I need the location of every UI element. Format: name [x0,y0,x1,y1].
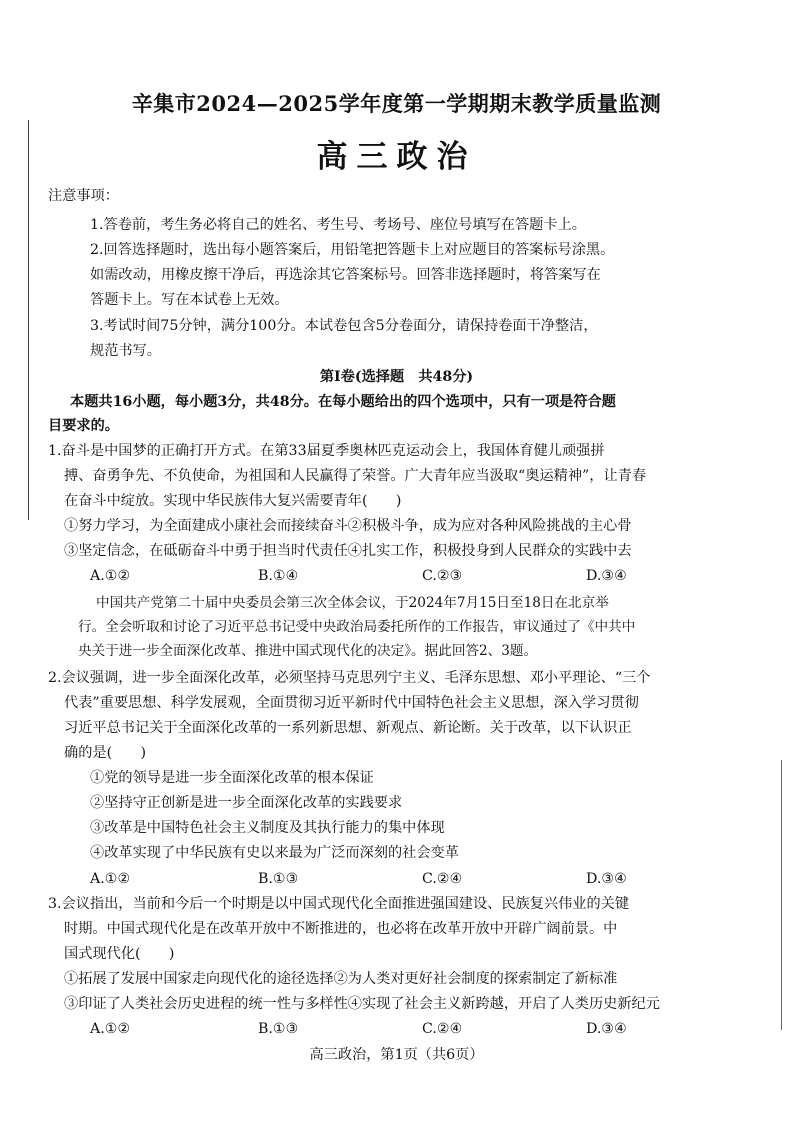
notice-line: 规范书写。 [90,343,161,359]
q3-option-c: C.②④ [422,1021,463,1037]
subject-title: 高三政治 [316,139,477,175]
q3-item: ③印证了人类社会历史进程的统一性与多样性④实现了社会主义新跨越，开启了人类历史新纪元 [64,996,660,1012]
q1-option-b: B.①④ [258,568,299,584]
q2-option-a: A.①② [90,871,131,887]
binding-line [28,120,29,520]
q2-stem: 代表”重要思想、科学发展观，全面贯彻习近平新时代中国特色社会主义思想，深入学习贯彻 [64,695,639,711]
q1-option-c: C.②③ [422,568,463,584]
notice-line: 2.回答选择题时，选出每小题答案后，用铅笔把答题卡上对应题目的答案标号涂黑。 [90,242,615,258]
q1-item: ①努力学习，为全面建成小康社会而接续奋斗②积极斗争，成为应对各种风险挑战的主心骨 [64,518,632,534]
q1-item: ③坚定信念，在砥砺奋斗中勇于担当时代责任④扎实工作，积极投身到人民群众的实践中去 [64,543,632,559]
q1-stem: 1.奋斗是中国梦的正确打开方式。在第33届夏季奥林匹克运动会上，我国体育健儿顽强拼 [48,443,605,459]
q2-option-c: C.②④ [422,871,463,887]
q3-item: ①拓展了发展中国家走向现代化的途径选择②为人类对更好社会制度的探索制定了新标准 [64,971,618,987]
q2-option-b: B.①③ [258,871,299,887]
q1-option-d: D.③④ [586,568,627,584]
q3-stem: 时期。中国式现代化是在改革开放中不断推进的，也必将在改革开放中开辟广阔前景。中 [64,921,618,937]
q3-option-d: D.③④ [586,1021,627,1037]
q2-item: ②坚持守正创新是进一步全面深化改革的实践要求 [90,795,403,811]
exam-title: 辛集市2024—2025学年度第一学期期末教学质量监测 [131,91,662,116]
page-footer: 高三政治，第1页（共6页） [309,1047,484,1063]
q1-stem: 在奋斗中绽放。实现中华民族伟大复兴需要青年( ) [64,493,402,509]
material-text: 央关于进一步全面深化改革、推进中国式现代化的决定》。据此回答2、3题。 [78,643,538,659]
material-text: 行。全会听取和讨论了习近平总书记受中央政治局委托所作的工作报告，审议通过了《中共中 [78,619,636,635]
q3-stem: 3.会议指出，当前和今后一个时期是以中国式现代化全面推进强国建设、民族复兴伟业的关键 [48,896,630,912]
q3-stem: 国式现代化( ) [64,946,175,962]
section-intro: 本题共16小题，每小题3分，共48分。在每小题给出的四个选项中，只有一项是符合题 [70,394,616,410]
notice-line: 3.考试时间75分钟，满分100分。本试卷包含5分卷面分，请保持卷面干净整洁， [90,318,598,334]
q3-option-a: A.①② [90,1021,131,1037]
q3-options [90,1019,730,1039]
q2-item: ④改革实现了中华民族有史以来最为广泛而深刻的社会变革 [90,845,459,861]
q1-stem: 搏、奋勇争先、不负使命，为祖国和人民赢得了荣誉。广大青年应当汲取“奥运精神”，让青春 [64,468,647,484]
section-intro: 目要求的。 [48,418,119,434]
q2-options [90,869,730,889]
section-title: 第Ⅰ卷(选择题 共48分) [319,369,474,385]
notice-line: 1.答卷前，考生务必将自己的姓名、考生号、考场号、座位号填写在答题卡上。 [90,217,586,233]
q2-stem: 习近平总书记关于全面深化改革的一系列新思想、新观点、新论断。关于改革，以下认识正 [64,720,632,736]
q2-option-d: D.③④ [586,871,627,887]
q2-stem: 2.会议强调，进一步全面深化改革，必须坚持马克思列宁主义、毛泽东思想、邓小平理论、“三个 [48,670,651,686]
notice-line: 如需改动，用橡皮擦干净后，再选涂其它答案标号。回答非选择题时，将答案写在 [90,267,601,283]
q2-stem: 确的是( ) [64,745,147,761]
q1-options [90,566,730,586]
notice-heading: 注意事项： [48,188,119,204]
q2-item: ③改革是中国特色社会主义制度及其执行能力的集中体现 [90,820,445,836]
q2-item: ①党的领导是进一步全面深化改革的根本保证 [90,770,374,786]
notice-line: 答题卡上。写在本试卷上无效。 [90,292,289,308]
scan-edge-line [781,760,782,1030]
material-text: 中国共产党第二十届中央委员会第三次全体会议，于2024年7月15日至18日在北京举 [96,595,609,611]
q3-option-b: B.①③ [258,1021,299,1037]
q1-option-a: A.①② [90,568,131,584]
